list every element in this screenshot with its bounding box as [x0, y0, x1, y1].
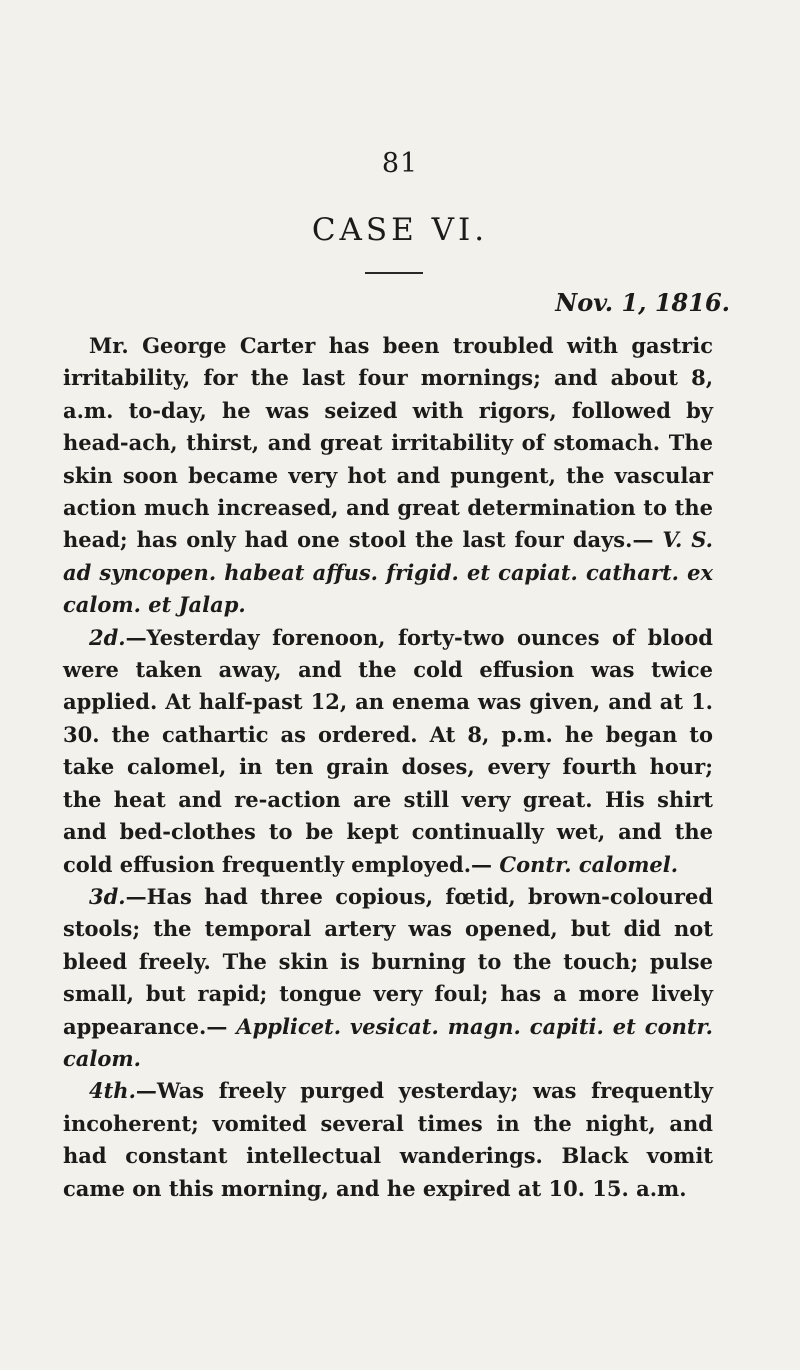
title-rule	[365, 272, 423, 274]
paragraph-day-2	[63, 622, 713, 881]
case-title: CASE VI.	[311, 212, 489, 248]
paragraph-day-4	[63, 1075, 713, 1205]
paragraph-lead: 3d.	[89, 883, 126, 909]
prescription-text: V. S. ad syncopen. habeat affus. frigid. et capiat. cathart. ex calom. et Jalap.	[63, 527, 713, 618]
paragraph-text: —Has had three copious, fœtid, brown-coloured stools; the temporal artery was opened, but did not bleed freely. The skin is burning to the touch; pulse small, but rapid; tongue very foul; has a more lively appearance.—	[63, 883, 713, 1039]
paragraph-intro	[63, 330, 713, 622]
paragraph-text: Mr. George Carter has been troubled with gastric irritability, for the last four mornings; and about 8, a.m. to-day, he was seized with rigors, followed by head-ach, thirst, and great irritability of stomach. The skin soon became very hot and pungent, the vascular action much increased, and great determination to the head; has only had one stool the last four days.—	[63, 333, 713, 553]
paragraph-lead: 2d.	[89, 624, 126, 650]
paragraph-text: —Was freely purged yesterday; was frequently incoherent; vomited several times in the night, and had constant intellectual wanderings. Black vomit came on this morning, and he expired at 10. 15. a.m.	[63, 1078, 713, 1201]
prescription-text: Contr. calomel.	[499, 851, 679, 877]
page-number: 81	[381, 148, 419, 179]
paragraph-lead: 4th.	[89, 1078, 136, 1104]
prescription-text: Applicet. vesicat. magn. capiti. et contr. calom.	[63, 1013, 713, 1071]
case-date: Nov. 1, 1816.	[555, 288, 730, 317]
case-body	[63, 330, 713, 1205]
paragraph-day-3	[63, 881, 713, 1075]
paragraph-text: —Yesterday forenoon, forty-two ounces of blood were taken away, and the cold effusion was twice applied. At half-past 12, an enema was given, and at 1. 30. the cathartic as ordered. At 8, p.m. he began to take calomel, in ten grain doses, every fourth hour; the heat and re-action are still very great. His shirt and bed-clothes to be kept continually wet, and the cold effusion frequently employed.—	[63, 624, 713, 877]
